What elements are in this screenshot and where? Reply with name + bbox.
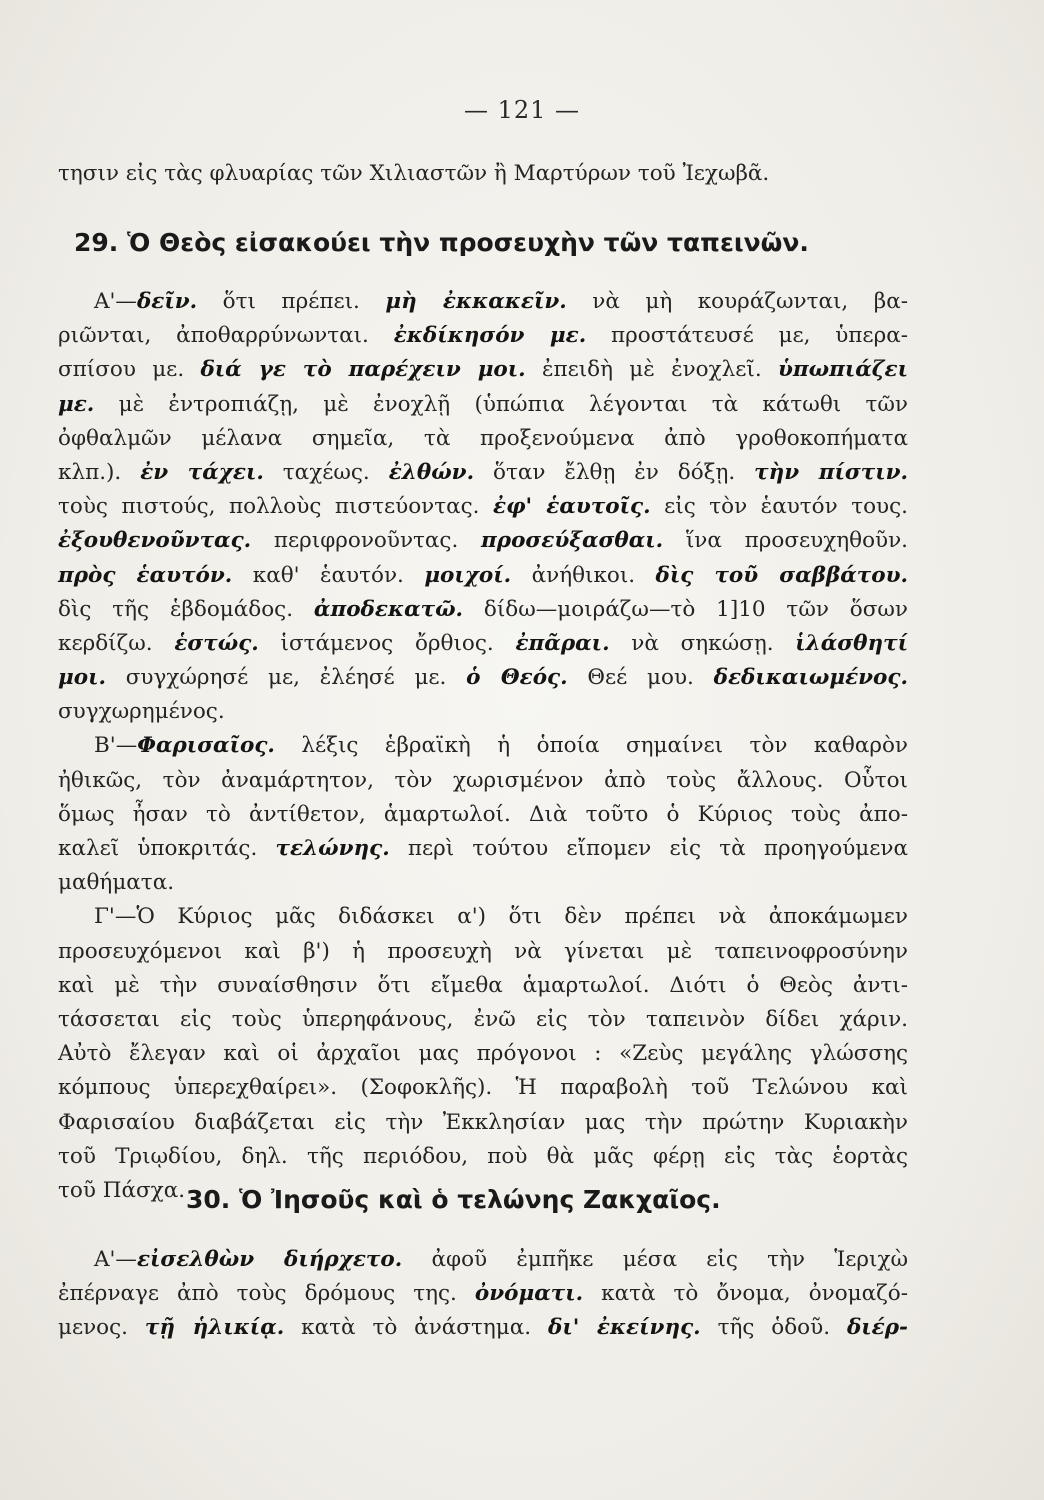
text-line (58, 661, 908, 695)
text-line (58, 1277, 908, 1311)
glossary-term: δεδικαιωμένος. (713, 665, 908, 691)
text-line (58, 1003, 908, 1037)
glossary-term: μοιχοί. (424, 562, 512, 588)
section-30-body (58, 1243, 908, 1346)
text-line (58, 1106, 908, 1140)
section-29-heading: 29. Ὁ Θεὸς εἰσακούει τὴν προσευχὴν τῶν ταπεινῶν. (74, 228, 809, 257)
glossary-term: ἐξουθενοῦντας. (58, 528, 252, 554)
text-segment: καθ' ἑαυτόν. (232, 562, 425, 588)
text-line (58, 764, 908, 798)
text-line (58, 388, 908, 422)
text-segment: τοῦ Πάσχα. (58, 1177, 186, 1203)
section-30-heading: 30. Ὁ Ἰησοῦς καὶ ὁ τελώνης Ζακχαῖος. (186, 1185, 721, 1214)
text-segment: Φαρισαίου διαβάζεται εἰς τὴν Ἐκκλησίαν μας τὴν πρώτην Κυριακὴν (58, 1109, 908, 1135)
glossary-term: προσεύξασθαι. (481, 528, 664, 554)
text-segment: ἐπέρναγε ἀπὸ τοὺς δρόμους της. (58, 1281, 475, 1307)
text-segment: συγχώρησέ με, ἐλέησέ με. (105, 665, 467, 691)
text-segment: νὰ σηκώσῃ. (609, 630, 796, 656)
text-segment: ἀφοῦ ἐμπῆκε μέσα εἰς τὴν Ἱεριχὼ (402, 1247, 908, 1272)
page-number: — 121 — (463, 96, 581, 124)
glossary-term: ὑπωπιάζει (777, 357, 908, 383)
glossary-term: ἀποδεκατῶ. (313, 596, 464, 622)
text-segment: μαθήματα. (58, 870, 175, 896)
text-segment: δὶς τῆς ἑβδομάδος. (58, 596, 314, 622)
glossary-term: ἱλάσθητί (795, 630, 908, 656)
text-segment: τοὺς πιστούς, πολλοὺς πιστεύοντας. (58, 494, 494, 520)
text-segment: κόμπους ὑπερεχθαίρει». (Σοφοκλῆς). Ἡ παραβολὴ τοῦ Τελώνου καὶ (58, 1075, 908, 1101)
section-29-heading-block (58, 226, 908, 260)
glossary-term: ὁ Θεός. (466, 665, 568, 691)
text-segment: εἰς τὸν ἑαυτόν τους. (650, 494, 908, 520)
text-segment: προστάτευσέ με, ὑπερα- (586, 323, 908, 349)
text-segment: καὶ μὲ τὴν συναίσθησιν ὅτι εἴμεθα ἁμαρτωλοί. Διότι ὁ Θεὸς ἀντι- (58, 972, 908, 998)
text-line (58, 524, 908, 558)
text-segment: Α'— (94, 289, 137, 314)
glossary-term: ὀνόματι. (474, 1281, 584, 1307)
text-segment: συγχωρημένος. (58, 699, 225, 725)
text-line (58, 627, 908, 661)
text-segment: τοῦ Τριῳδίου, δηλ. τῆς περιόδου, ποὺ θὰ μᾶς φέρῃ εἰς τὰς ἑορτὰς (58, 1143, 908, 1169)
text-line (58, 1037, 908, 1071)
text-line (58, 798, 908, 832)
glossary-term: εἰσελθὼν διήρχετο. (136, 1247, 403, 1272)
text-segment: ἀνήθικοι. (511, 562, 656, 588)
text-segment: μὲ ἐντροπιάζῃ, μὲ ἐνοχλῇ (ὑπώπια λέγονται τὰ κάτωθι τῶν (94, 391, 908, 417)
glossary-term: με. (58, 391, 95, 417)
text-line (58, 1243, 908, 1277)
text-segment: περὶ τούτου εἴπομεν εἰς τὰ προηγούμενα (389, 836, 909, 861)
text-segment: ταχέως. (263, 459, 389, 485)
text-segment: ὅμως ἦσαν τὸ ἀντίθετον, ἁμαρτωλοί. Διὰ τοῦτο ὁ Κύριος τοὺς ἀπο- (58, 801, 908, 827)
text-line (58, 729, 908, 763)
glossary-term: δεῖν. (136, 289, 198, 314)
text-segment: Θεέ μου. (567, 665, 714, 691)
text-segment: κερδίζω. (58, 630, 175, 656)
text-line (58, 969, 908, 1003)
text-segment: λέξις ἑβραϊκὴ ἡ ὁποία σημαίνει τὸν καθαρὸν (274, 733, 908, 759)
text-line (58, 353, 908, 387)
glossary-term: τῇ ἡλικίᾳ. (144, 1315, 285, 1341)
glossary-term: τὴν πίστιν. (754, 459, 909, 485)
text-line (58, 422, 908, 456)
glossary-term: δὶς τοῦ σαββάτου. (655, 562, 908, 588)
glossary-term: μοι. (58, 665, 106, 691)
glossary-term: ἑστώς. (174, 630, 259, 656)
text-line (58, 285, 908, 319)
text-line (58, 559, 908, 593)
glossary-term: πρὸς ἑαυτόν. (58, 562, 233, 588)
text-segment: ἠθικῶς, τὸν ἀναμάρτητον, τὸν χωρισμένον ἀπὸ τοὺς ἄλλους. Οὗτοι (58, 767, 908, 793)
text-line (58, 1311, 908, 1345)
text-segment: τῆς ὁδοῦ. (700, 1315, 847, 1341)
text-segment: ὅτι πρέπει. (197, 289, 386, 314)
text-line (58, 1071, 908, 1105)
text-segment: τάσσεται εἰς τοὺς ὑπερηφάνους, ἐνῶ εἰς τὸν ταπεινὸν δίδει χάριν. (58, 1006, 908, 1032)
glossary-term: τελώνης. (275, 836, 390, 861)
text-segment: Β'— (94, 733, 138, 759)
text-line (58, 1140, 908, 1174)
text-segment: περιφρονοῦντας. (251, 528, 482, 554)
text-line (58, 832, 908, 866)
text-segment: καλεῖ ὑποκριτάς. (58, 836, 276, 861)
text-segment: ριῶνται, ἀποθαρρύνωνται. (58, 323, 394, 349)
glossary-term: ἐκδίκησόν με. (393, 323, 587, 349)
text-segment: προσευχόμενοι καὶ β') ἡ προσευχὴ νὰ γίνεται μὲ ταπεινοφροσύνην (58, 938, 908, 964)
text-segment: ὀφθαλμῶν μέλανα σημεῖα, τὰ προξενούμενα ἀπὸ γροθοκοπήματα (58, 425, 908, 451)
text-segment: Αὐτὸ ἔλεγαν καὶ οἱ ἀρχαῖοι μας πρόγονοι : «Ζεὺς μεγάλης γλώσσης (58, 1041, 908, 1067)
glossary-term: διά γε τὸ παρέχειν μοι. (200, 357, 526, 383)
text-segment: ἱστάμενος ὄρθιος. (258, 630, 516, 656)
glossary-term: ἐν τάχει. (140, 459, 264, 485)
continued-text (58, 157, 908, 191)
text-segment: κλπ.). (58, 459, 141, 485)
text-segment: μενος. (58, 1315, 145, 1341)
text-segment: ἐπειδὴ μὲ ἐνοχλεῖ. (525, 357, 778, 383)
glossary-term: ἐφ' ἑαυτοῖς. (493, 494, 651, 520)
text-segment: Α'— (94, 1247, 137, 1272)
text-segment: κατὰ τὸ ἀνάστημα. (284, 1315, 548, 1341)
text-segment: νὰ μὴ κουράζωνται, βα- (566, 289, 908, 314)
text-segment: ὅταν ἔλθῃ ἐν δόξῃ. (474, 459, 755, 485)
glossary-term: Φαρισαῖος. (137, 733, 275, 759)
text-segment: ἵνα προσευχηθοῦν. (663, 528, 908, 554)
glossary-term: μὴ ἐκκακεῖν. (385, 289, 567, 314)
text-line (58, 866, 908, 900)
glossary-term: ἐπᾶραι. (515, 630, 610, 656)
glossary-term: δι' ἐκείνης. (547, 1315, 701, 1341)
text-segment: δίδω—μοιράζω—τὸ 1]10 τῶν ὅσων (463, 596, 908, 622)
text-line (58, 319, 908, 353)
text-line (58, 900, 908, 934)
top-line: τησιν εἰς τὰς φλυαρίας τῶν Χιλιαστῶν ἢ Μαρτύρων τοῦ Ἰεχωβᾶ. (58, 161, 770, 186)
glossary-term: ἐλθών. (388, 459, 475, 485)
text-line (58, 935, 908, 969)
text-segment: Γ'—Ὁ Κύριος μᾶς διδάσκει α') ὅτι δὲν πρέπει νὰ ἀποκάμωμεν (94, 904, 908, 930)
section-29-body (58, 285, 908, 1208)
glossary-term: διέρ- (846, 1315, 908, 1341)
text-line (58, 456, 908, 490)
text-line (58, 490, 908, 524)
text-segment: σπίσου με. (58, 357, 201, 383)
text-segment: κατὰ τὸ ὄνομα, ὀνομαζό- (583, 1281, 909, 1307)
text-line (58, 593, 908, 627)
text-line (58, 695, 908, 729)
section-30-heading-block (58, 1183, 908, 1217)
